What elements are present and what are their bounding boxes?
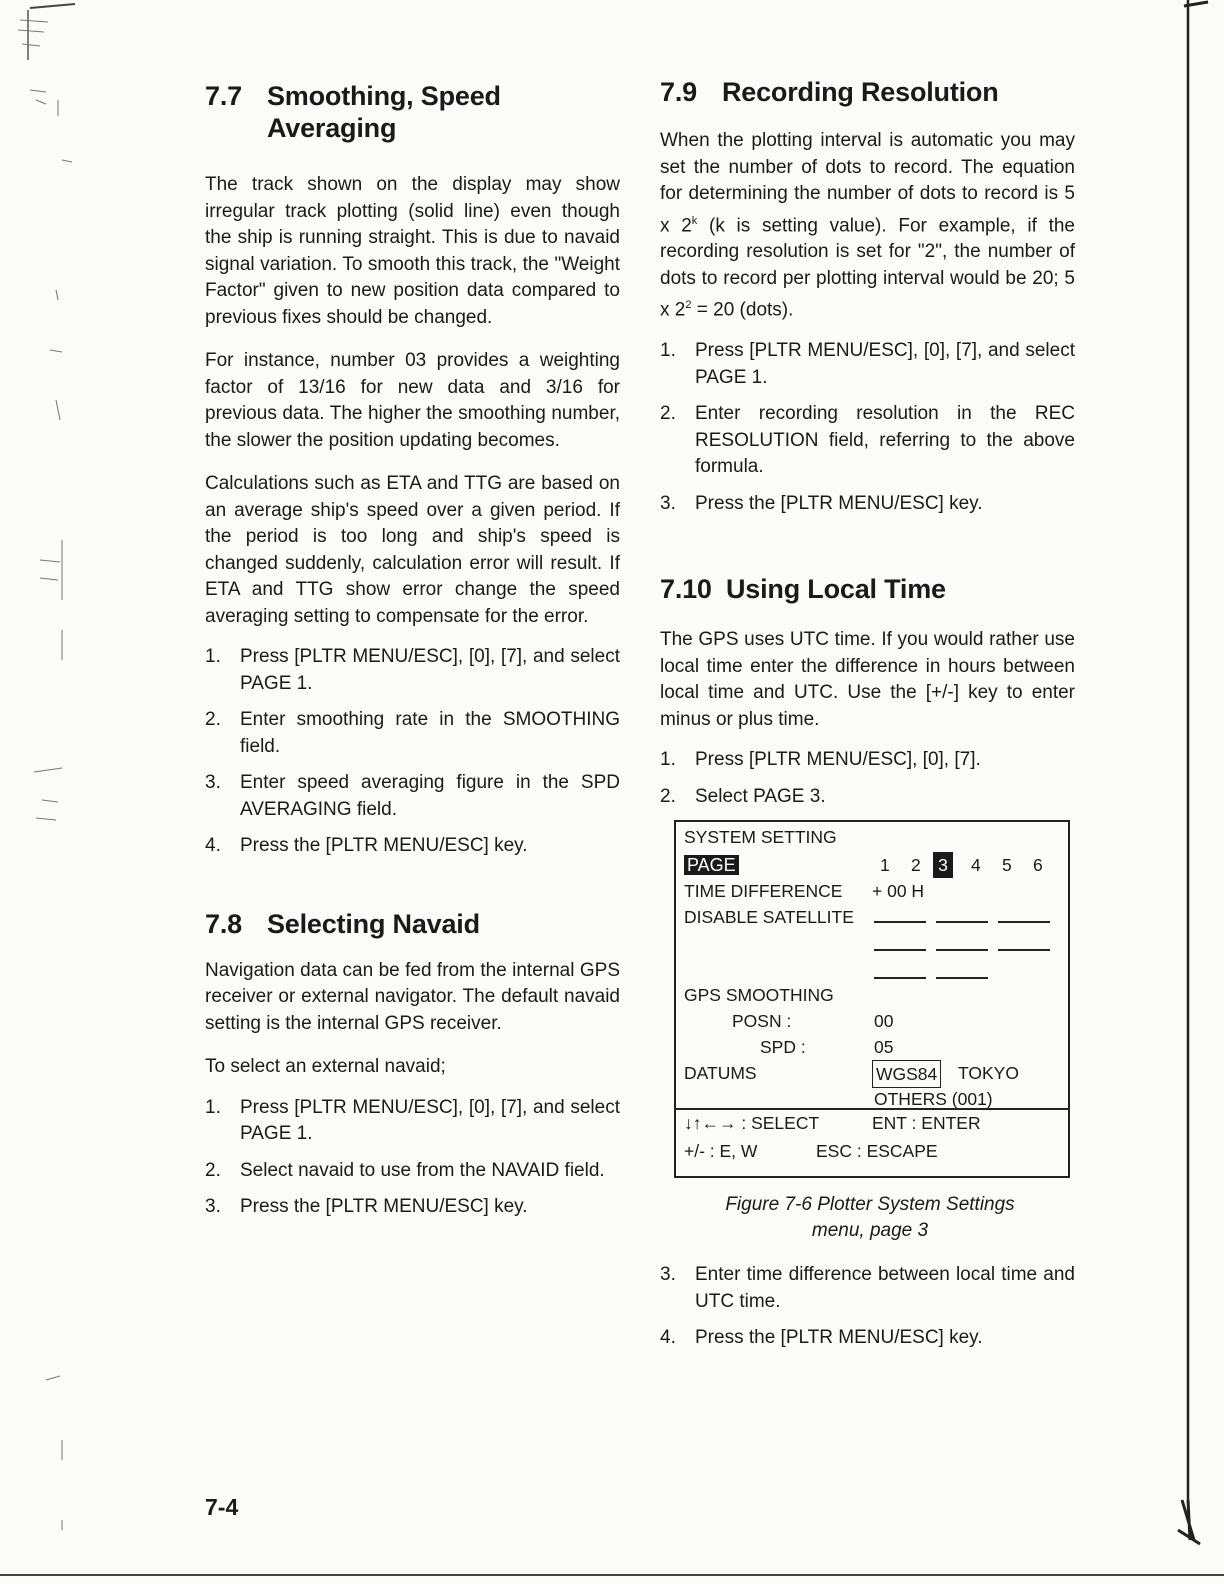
section-title: Selecting Navaid: [267, 908, 480, 939]
section-title-line2: Averaging: [267, 113, 397, 143]
satellite-slot[interactable]: [874, 907, 926, 923]
datums-label: DATUMS: [684, 1063, 757, 1084]
satellite-slot[interactable]: [998, 935, 1050, 951]
step-item: 1. Press [PLTR MENU/ESC], [0], [7].: [660, 749, 981, 771]
satellite-slot[interactable]: [874, 935, 926, 951]
steps-list: [660, 747, 1075, 810]
page-selector: [880, 852, 1053, 878]
step-item: 2. Enter recording resolution in the REC RESOLUTION field, referring to the above formula.: [660, 403, 1075, 478]
section-number: 7.8: [205, 908, 242, 939]
step-item: 2. Select navaid to use from the NAVAID field.: [205, 1159, 605, 1181]
posn-label: POSN :: [732, 1011, 792, 1032]
satellite-slot[interactable]: [874, 963, 926, 979]
step-item: 3. Press the [PLTR MENU/ESC] key.: [205, 1196, 528, 1217]
section-number: 7.7: [205, 81, 242, 111]
page-option-selected[interactable]: 3: [933, 852, 953, 878]
satellite-slot[interactable]: [936, 963, 988, 979]
left-column: [205, 70, 620, 1221]
steps-list: [660, 1262, 1075, 1352]
posn-value[interactable]: 00: [874, 1011, 894, 1032]
step-item: 3. Press the [PLTR MENU/ESC] key.: [660, 492, 983, 514]
menu-title: SYSTEM SETTING: [684, 827, 837, 848]
step-item: 4. Press the [PLTR MENU/ESC] key.: [660, 1327, 983, 1349]
datum-option[interactable]: OTHERS (001): [874, 1089, 993, 1110]
section-title-line1: Smoothing, Speed: [267, 81, 501, 111]
system-setting-menu: [674, 820, 1070, 1178]
satellite-slot[interactable]: [936, 907, 988, 923]
time-difference-value[interactable]: + 00 H: [872, 881, 925, 902]
datum-option[interactable]: TOKYO: [958, 1063, 1019, 1084]
step-item: 1. Press [PLTR MENU/ESC], [0], [7], and select PAGE 1.: [660, 340, 1075, 388]
time-difference-row: [684, 878, 1060, 904]
step-item: 1. Press [PLTR MENU/ESC], [0], [7], and select PAGE 1.: [205, 646, 620, 694]
section-7-10-heading: [660, 573, 1075, 605]
step-item: 4. Press the [PLTR MENU/ESC] key.: [205, 835, 528, 856]
step-item: 2. Enter smoothing rate in the SMOOTHING field.: [205, 709, 620, 757]
page-number: 7-4: [205, 1494, 239, 1520]
step-item: 3. Enter speed averaging figure in the SPD AVERAGING field.: [205, 772, 620, 820]
page-option[interactable]: 5: [1002, 855, 1012, 876]
spd-value[interactable]: 05: [874, 1037, 894, 1058]
page-option[interactable]: 1: [880, 855, 890, 876]
paragraph: The track shown on the display may show irregular track plotting (solid line) even though the ship is running straight. This is due to navaid signal variation. To smooth this track, the "Weight Factor" given to new position data compared to previous fixes should be changed.: [205, 174, 620, 328]
steps-list: [205, 1095, 620, 1221]
datums-row: [684, 1060, 1060, 1086]
scan-edge-marks-right: [1164, 0, 1224, 1584]
steps-list: [660, 338, 1075, 517]
datum-option-selected[interactable]: WGS84: [872, 1060, 941, 1088]
footer-ew-hint: +/- : E, W: [684, 1141, 758, 1162]
menu-page-row: [684, 852, 1060, 878]
spd-label: SPD :: [760, 1037, 806, 1058]
section-number: 7.9: [660, 77, 697, 107]
gps-smoothing-label: GPS SMOOTHING: [684, 985, 834, 1006]
menu-footer: [676, 1108, 1068, 1162]
footer-escape-hint: ESC : ESCAPE: [816, 1141, 938, 1162]
page-option[interactable]: 6: [1033, 855, 1043, 876]
paragraph: Navigation data can be fed from the internal GPS receiver or external navigator. The default navaid setting is the internal GPS receiver.: [205, 959, 620, 1034]
paragraph: To select an external navaid;: [205, 1056, 446, 1077]
section-title: Using Local Time: [726, 574, 946, 605]
section-title: Recording Resolution: [722, 77, 999, 107]
figure-caption: Figure 7-6 Plotter System Settings menu, page 3: [725, 1194, 1015, 1242]
scan-edge-marks-left: [0, 0, 80, 1584]
section-7-8-heading: [205, 908, 620, 940]
section-7-7-heading: [205, 80, 620, 144]
step-item: 2. Select PAGE 3.: [660, 785, 826, 807]
satellite-slot[interactable]: [936, 935, 988, 951]
section-number: 7.10: [660, 574, 712, 605]
step-item: 3. Enter time difference between local time and UTC time.: [660, 1264, 1075, 1312]
paragraph: Calculations such as ETA and TTG are based on an average ship's speed over a given period. If the period is too long and ship's speed is changed suddenly, calculation error will result. If ETA and TTG show error change the speed averaging setting to compensate for the error.: [205, 473, 620, 627]
page-option[interactable]: 4: [971, 855, 981, 876]
right-column: [660, 70, 1075, 1352]
paragraph: When the plotting interval is automatic you may set the number of dots to record. The equation for determining the number of dots to record is 5 x 2$^k$ (k is setting value). For example, if the recording resolution is set for "2", the number of dots to record per plotting interval would be 20; 5 x $2^2 = 20$ (dots).: [660, 130, 1075, 321]
disable-satellite-row: [684, 904, 1060, 930]
footer-select-hint: ↓↑←→ : SELECT: [684, 1113, 820, 1134]
satellite-slot[interactable]: [998, 907, 1050, 923]
step-item: 1. Press [PLTR MENU/ESC], [0], [7], and select PAGE 1.: [205, 1096, 620, 1144]
time-difference-label: TIME DIFFERENCE: [684, 881, 843, 902]
steps-list: [205, 644, 620, 860]
page-label: PAGE: [684, 855, 739, 875]
bottom-page-rule: [0, 1574, 1224, 1576]
section-7-9-heading: [660, 76, 1075, 108]
disable-satellite-label: DISABLE SATELLITE: [684, 907, 854, 928]
page-option[interactable]: 2: [911, 855, 921, 876]
footer-enter-hint: ENT : ENTER: [872, 1113, 981, 1134]
paragraph: The GPS uses UTC time. If you would rather use local time enter the difference in hours between local time and UTC. Use the [+/-] key to enter minus or plus time.: [660, 629, 1075, 730]
paragraph: For instance, number 03 provides a weighting factor of 13/16 for new data and 3/16 for previous data. The higher the smoothing number, the slower the position updating becomes.: [205, 350, 620, 451]
